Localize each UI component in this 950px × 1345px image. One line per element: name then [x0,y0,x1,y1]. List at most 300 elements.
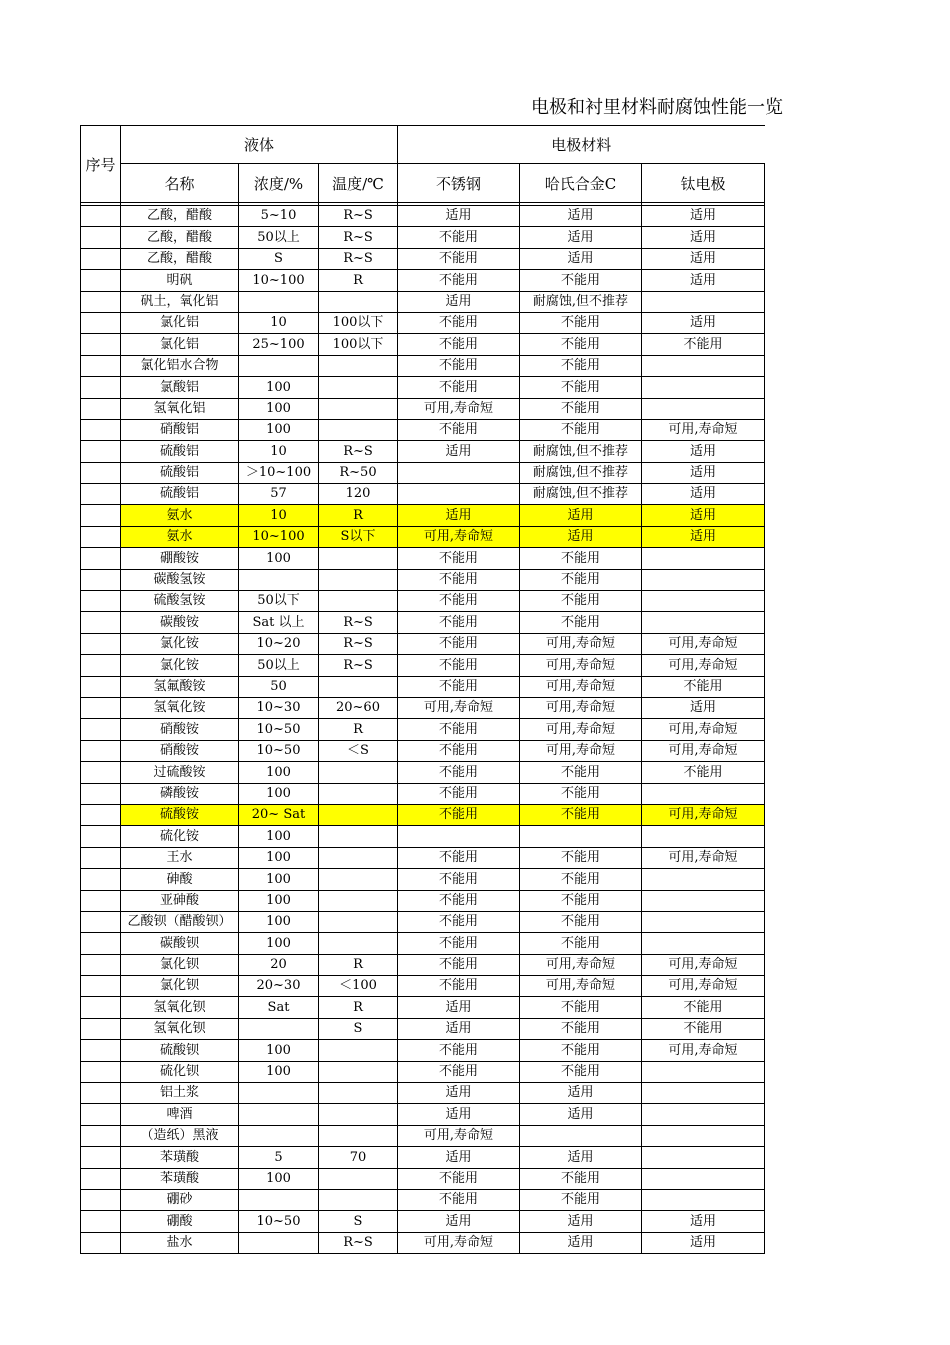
cell-conc: 20 [239,954,319,975]
cell-conc: 25~100 [239,334,319,355]
cell-hc: 适用 [520,206,642,227]
cell-temp: R [319,505,398,526]
cell-conc: 10 [239,505,319,526]
cell-ti [642,911,765,932]
cell-name: 硫化铵 [121,826,239,847]
cell-temp [319,826,398,847]
table-row [81,869,765,890]
cell-name: 氢氧化钡 [121,1018,239,1039]
cell-conc: 100 [239,548,319,569]
cell-conc: 50以上 [239,227,319,248]
cell-temp [319,762,398,783]
cell-hc: 不能用 [520,270,642,291]
cell-temp [319,911,398,932]
cell-seq [81,976,121,997]
cell-seq [81,441,121,462]
cell-ti: 适用 [642,270,765,291]
cell-ss: 不能用 [398,1189,520,1210]
cell-ti [642,1168,765,1189]
cell-hc: 不能用 [520,591,642,612]
cell-name: 苯璜酸 [121,1147,239,1168]
cell-seq [81,505,121,526]
table-row [81,248,765,269]
cell-ti [642,377,765,398]
table-row [81,377,765,398]
cell-name: 亚砷酸 [121,890,239,911]
cell-temp [319,569,398,590]
header-temp: 温度/℃ [319,164,398,203]
cell-ti: 适用 [642,1232,765,1253]
page-title: 电极和衬里材料耐腐蚀性能一览 [531,97,783,118]
cell-name: 硫酸氢铵 [121,591,239,612]
cell-conc [239,291,319,312]
header-electrode: 电极材料 [398,126,765,164]
cell-temp [319,1083,398,1104]
cell-temp: R~S [319,612,398,633]
cell-name: 氢氟酸铵 [121,676,239,697]
table-row [81,1147,765,1168]
cell-ss: 不能用 [398,890,520,911]
cell-hc: 适用 [520,1083,642,1104]
cell-seq [81,312,121,333]
cell-seq [81,526,121,547]
cell-temp: ＜100 [319,976,398,997]
cell-temp [319,1040,398,1061]
cell-ti: 不能用 [642,676,765,697]
header-conc: 浓度/% [239,164,319,203]
cell-temp [319,1125,398,1146]
cell-conc: 57 [239,484,319,505]
cell-ss: 不能用 [398,1168,520,1189]
cell-name: 氢氧化铝 [121,398,239,419]
cell-temp [319,783,398,804]
table-row [81,526,765,547]
cell-ti [642,355,765,376]
cell-hc: 不能用 [520,1018,642,1039]
cell-ss: 不能用 [398,933,520,954]
cell-ti: 适用 [642,312,765,333]
cell-ti [642,890,765,911]
cell-hc: 耐腐蚀,但不推荐 [520,462,642,483]
cell-seq [81,633,121,654]
cell-ti: 适用 [642,248,765,269]
cell-ss: 适用 [398,1104,520,1125]
table-row [81,1211,765,1232]
cell-ti: 可用,寿命短 [642,976,765,997]
cell-hc: 不能用 [520,312,642,333]
cell-temp: 20~60 [319,697,398,718]
cell-ti: 适用 [642,1211,765,1232]
cell-ss: 适用 [398,1083,520,1104]
cell-temp: R [319,954,398,975]
cell-ti: 可用,寿命短 [642,633,765,654]
cell-hc: 不能用 [520,762,642,783]
cell-temp [319,1168,398,1189]
cell-ti: 适用 [642,505,765,526]
cell-temp [319,377,398,398]
cell-ss: 不能用 [398,783,520,804]
cell-temp: R~S [319,633,398,654]
cell-seq [81,591,121,612]
cell-ti: 适用 [642,441,765,462]
cell-seq [81,1104,121,1125]
cell-temp: R~S [319,227,398,248]
table-row [81,548,765,569]
cell-seq [81,676,121,697]
cell-name: 氯化铵 [121,633,239,654]
cell-hc: 不能用 [520,1189,642,1210]
cell-temp [319,591,398,612]
cell-name: 硼酸 [121,1211,239,1232]
cell-ss: 不能用 [398,270,520,291]
cell-conc: 50以下 [239,591,319,612]
table-row [81,804,765,825]
table-row [81,976,765,997]
cell-name: 碳酸氢铵 [121,569,239,590]
cell-conc: 100 [239,826,319,847]
cell-temp: R~50 [319,462,398,483]
cell-seq [81,1189,121,1210]
cell-seq [81,1232,121,1253]
cell-name: 碳酸铵 [121,612,239,633]
cell-ss: 不能用 [398,1061,520,1082]
cell-hc: 可用,寿命短 [520,697,642,718]
cell-ti: 适用 [642,526,765,547]
cell-ti [642,1147,765,1168]
cell-hc: 不能用 [520,548,642,569]
cell-seq [81,1040,121,1061]
cell-conc: 100 [239,783,319,804]
table-row [81,1040,765,1061]
cell-ti [642,783,765,804]
cell-temp: 100以下 [319,312,398,333]
table-body [81,203,765,1254]
cell-conc: 100 [239,1168,319,1189]
cell-ti [642,569,765,590]
cell-conc: Sat [239,997,319,1018]
cell-ti [642,933,765,954]
cell-name: 铝土浆 [121,1083,239,1104]
cell-hc: 可用,寿命短 [520,633,642,654]
header-ti: 钛电极 [642,164,765,203]
cell-seq [81,847,121,868]
cell-name: 明矾 [121,270,239,291]
cell-conc [239,1083,319,1104]
table-row [81,847,765,868]
cell-conc: 100 [239,890,319,911]
cell-ss: 不能用 [398,419,520,440]
cell-conc: 10~50 [239,740,319,761]
cell-hc: 可用,寿命短 [520,954,642,975]
header-liquid: 液体 [121,126,398,164]
cell-seq [81,334,121,355]
cell-hc: 不能用 [520,1168,642,1189]
cell-ti: 不能用 [642,762,765,783]
cell-ss: 适用 [398,997,520,1018]
table-row [81,740,765,761]
cell-temp: R [319,719,398,740]
cell-ti: 可用,寿命短 [642,804,765,825]
cell-ss [398,462,520,483]
cell-name: 王水 [121,847,239,868]
table-row [81,334,765,355]
cell-conc: 100 [239,933,319,954]
cell-seq [81,890,121,911]
cell-hc: 可用,寿命短 [520,740,642,761]
cell-seq [81,762,121,783]
cell-conc [239,569,319,590]
cell-seq [81,377,121,398]
cell-ss: 可用,寿命短 [398,697,520,718]
cell-name: （造纸）黑液 [121,1125,239,1146]
cell-name: 砷酸 [121,869,239,890]
cell-hc: 不能用 [520,869,642,890]
table-row [81,826,765,847]
cell-hc: 不能用 [520,911,642,932]
cell-hc: 不能用 [520,355,642,376]
cell-ss: 不能用 [398,1040,520,1061]
cell-seq [81,719,121,740]
cell-hc: 不能用 [520,612,642,633]
cell-name: 矾土，氧化铝 [121,291,239,312]
table-row [81,1168,765,1189]
corrosion-table [80,125,765,1254]
table-row [81,633,765,654]
cell-ti [642,1189,765,1210]
cell-ti: 可用,寿命短 [642,954,765,975]
cell-hc: 适用 [520,1104,642,1125]
cell-seq [81,484,121,505]
cell-name: 乙酸，醋酸 [121,206,239,227]
cell-temp [319,398,398,419]
header-hc: 哈氏合金C [520,164,642,203]
cell-seq [81,911,121,932]
cell-ti [642,1083,765,1104]
cell-hc: 不能用 [520,933,642,954]
cell-hc: 不能用 [520,1040,642,1061]
cell-hc: 可用,寿命短 [520,976,642,997]
cell-hc: 不能用 [520,890,642,911]
cell-seq [81,869,121,890]
cell-ti: 可用,寿命短 [642,419,765,440]
cell-name: 硼砂 [121,1189,239,1210]
cell-hc: 适用 [520,526,642,547]
cell-name: 氨水 [121,526,239,547]
cell-seq [81,248,121,269]
cell-ti: 适用 [642,484,765,505]
header-seq: 序号 [81,126,121,203]
cell-temp [319,1189,398,1210]
cell-conc: 10~100 [239,526,319,547]
cell-temp: S [319,1018,398,1039]
cell-hc: 不能用 [520,783,642,804]
cell-seq [81,419,121,440]
cell-conc: 5 [239,1147,319,1168]
cell-seq [81,997,121,1018]
cell-name: 硝酸铵 [121,719,239,740]
cell-ti: 可用,寿命短 [642,1040,765,1061]
cell-ss [398,484,520,505]
cell-name: 乙酸，醋酸 [121,248,239,269]
cell-ss: 不能用 [398,655,520,676]
table-row [81,227,765,248]
cell-conc: ＞10~100 [239,462,319,483]
cell-ss: 不能用 [398,719,520,740]
table-row [81,1018,765,1039]
cell-hc [520,1125,642,1146]
table-row [81,719,765,740]
cell-seq [81,1018,121,1039]
cell-ti: 适用 [642,227,765,248]
cell-conc: 10~20 [239,633,319,654]
cell-temp: R~S [319,441,398,462]
table-row [81,1083,765,1104]
cell-hc: 不能用 [520,569,642,590]
cell-ss: 适用 [398,1211,520,1232]
cell-temp [319,1061,398,1082]
cell-seq [81,1168,121,1189]
cell-seq [81,933,121,954]
table-row [81,1125,765,1146]
cell-conc: 100 [239,847,319,868]
cell-name: 氯化钡 [121,976,239,997]
table-row [81,291,765,312]
cell-hc: 可用,寿命短 [520,676,642,697]
cell-temp [319,804,398,825]
cell-ti [642,398,765,419]
table-row [81,569,765,590]
cell-name: 氯化铝水合物 [121,355,239,376]
cell-hc: 适用 [520,1232,642,1253]
cell-seq [81,291,121,312]
cell-seq [81,355,121,376]
table-row [81,355,765,376]
cell-hc: 不能用 [520,398,642,419]
cell-conc [239,355,319,376]
cell-temp [319,676,398,697]
cell-temp: S [319,1211,398,1232]
cell-name: 硝酸铵 [121,740,239,761]
cell-seq [81,462,121,483]
cell-hc: 耐腐蚀,但不推荐 [520,291,642,312]
cell-conc: 10 [239,441,319,462]
cell-temp [319,548,398,569]
cell-hc: 适用 [520,1211,642,1232]
cell-seq [81,655,121,676]
cell-temp: ＜S [319,740,398,761]
cell-conc: 10 [239,312,319,333]
cell-ss: 不能用 [398,762,520,783]
cell-ti: 可用,寿命短 [642,740,765,761]
cell-ss: 适用 [398,206,520,227]
cell-seq [81,1147,121,1168]
cell-name: 氯化铝 [121,334,239,355]
cell-ss: 不能用 [398,612,520,633]
cell-ti: 适用 [642,697,765,718]
cell-ss: 适用 [398,441,520,462]
cell-hc: 适用 [520,227,642,248]
cell-temp [319,890,398,911]
cell-ti: 适用 [642,206,765,227]
cell-name: 氯酸铝 [121,377,239,398]
cell-ss: 不能用 [398,548,520,569]
cell-hc: 不能用 [520,1061,642,1082]
cell-ti: 适用 [642,462,765,483]
cell-hc: 不能用 [520,804,642,825]
cell-ss: 不能用 [398,804,520,825]
cell-seq [81,569,121,590]
cell-temp: 100以下 [319,334,398,355]
cell-conc: 100 [239,762,319,783]
cell-conc: 100 [239,377,319,398]
table-row [81,911,765,932]
cell-name: 硝酸铝 [121,419,239,440]
cell-temp [319,419,398,440]
cell-hc: 不能用 [520,997,642,1018]
cell-hc: 不能用 [520,419,642,440]
cell-ss: 不能用 [398,633,520,654]
cell-name: 硼酸铵 [121,548,239,569]
table-row [81,398,765,419]
cell-conc: 20~ Sat [239,804,319,825]
table-row [81,312,765,333]
table-row [81,612,765,633]
cell-temp: 70 [319,1147,398,1168]
cell-ss: 可用,寿命短 [398,398,520,419]
table-row [81,484,765,505]
cell-conc [239,1232,319,1253]
cell-temp: R [319,997,398,1018]
cell-ti: 不能用 [642,334,765,355]
cell-seq [81,206,121,227]
cell-temp: R~S [319,206,398,227]
cell-conc: 10~50 [239,1211,319,1232]
cell-name: 氯化铵 [121,655,239,676]
cell-name: 苯璜酸 [121,1168,239,1189]
cell-ti: 不能用 [642,997,765,1018]
cell-temp: 120 [319,484,398,505]
cell-conc: 50 [239,676,319,697]
cell-name: 硫酸铝 [121,441,239,462]
table-row [81,1189,765,1210]
table-row [81,505,765,526]
cell-conc: 100 [239,1061,319,1082]
cell-seq [81,826,121,847]
cell-temp [319,869,398,890]
table-row [81,1061,765,1082]
cell-hc: 适用 [520,505,642,526]
cell-name: 氢氧化铵 [121,697,239,718]
cell-conc: 100 [239,419,319,440]
cell-ss: 不能用 [398,248,520,269]
cell-conc [239,1104,319,1125]
cell-ss: 不能用 [398,740,520,761]
table-row [81,933,765,954]
cell-hc: 可用,寿命短 [520,719,642,740]
table-row [81,1232,765,1253]
cell-temp [319,1104,398,1125]
cell-hc: 不能用 [520,847,642,868]
cell-hc: 不能用 [520,334,642,355]
cell-ss: 不能用 [398,847,520,868]
cell-conc: 5~10 [239,206,319,227]
cell-ss: 可用,寿命短 [398,1232,520,1253]
cell-conc: 20~30 [239,976,319,997]
cell-ti [642,548,765,569]
header-ss: 不锈钢 [398,164,520,203]
cell-ti: 可用,寿命短 [642,655,765,676]
cell-ti [642,612,765,633]
